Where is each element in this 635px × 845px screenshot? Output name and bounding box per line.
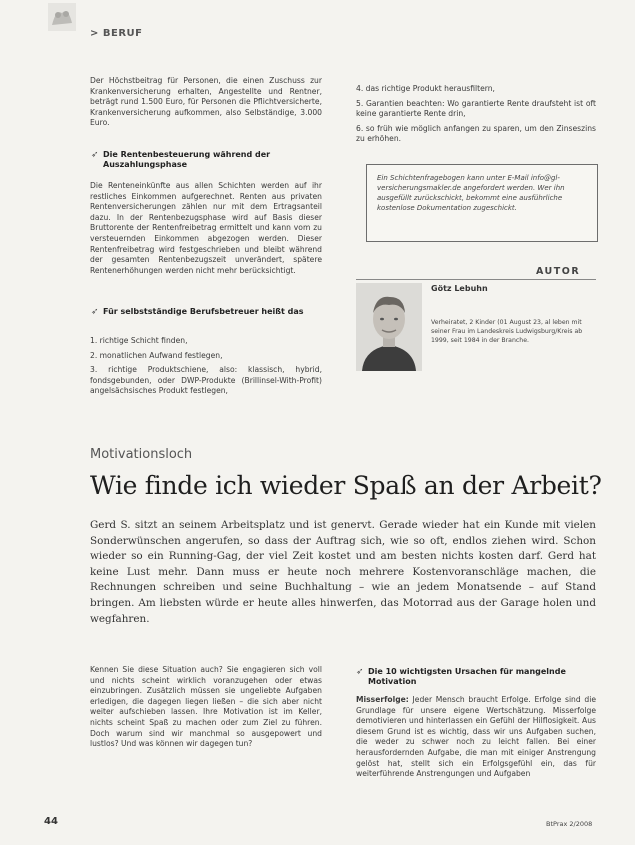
list-item: 6. so früh wie möglich anfangen zu sparen, um den Zinseszins zu erhöhen. bbox=[356, 123, 596, 144]
article-headline: Wie finde ich wieder Spaß an der Arbeit? bbox=[90, 471, 602, 500]
subhead-ursachen: ➶ Die 10 wichtigsten Ursachen für mangelnde Motivation bbox=[356, 667, 566, 686]
arrow-marker-icon: ➶ bbox=[91, 150, 99, 160]
author-bio: Verheiratet, 2 Kinder (01 August 23, al leben mit seiner Frau im Landeskreis Ludwigsburg/Kreis ab 1999, seit 1984 in der Branche. bbox=[431, 319, 583, 344]
issue-label: BtPrax 2/2008 bbox=[546, 820, 593, 828]
list-item: 3. richtige Produktschiene, also: klassisch, hybrid, fondsgebunden, oder DWP-Produkte (Brillinsel-With-Profit) angelsächsisches Produkt festlegen, bbox=[90, 365, 322, 396]
section-header: > BERUF bbox=[90, 28, 143, 39]
right-column-list bbox=[356, 84, 596, 149]
list-item: 2. monatlichen Aufwand festlegen, bbox=[90, 350, 223, 360]
author-photo bbox=[356, 283, 422, 371]
page-number: 44 bbox=[44, 816, 58, 827]
article-body-left: Kennen Sie diese Situation auch? Sie engagieren sich voll und nichts scheint wirklich voranzugehen oder etwas einzubringen. Zusätzlich müssen sie ungeliebte Aufgaben erledigen, die dagegen liegen ließen – die sich aber nicht weiter aufschieben lassen. Ihre Motivation ist im Keller, nichts scheint Spaß zu machen oder zum Ziel zu führen. Doch warum sind wir manchmal so ausgepowert und lustlos? Und was können wir dagegen tun? bbox=[90, 665, 322, 749]
misserfolge-label: Misserfolge: bbox=[356, 695, 409, 704]
berufsbetreuer-list bbox=[90, 336, 322, 401]
arrow-marker-icon: ➶ bbox=[356, 667, 364, 677]
info-box bbox=[366, 164, 598, 242]
rentenbesteuerung-text: Die Renteneinkünfte aus allen Schichten werden auf ihr restliches Einkommen aufgerechnet. Renten aus privaten Rentenversicherungen zählen nur mit dem Ertragsanteil dazu. In der Rentenbezugsphase wird auf Basis dieser Bruttorente der Rentenfreibetrag ermittelt und kann vom zu versteuernden Einkommen abgezogen werden. Dieser Rentenfreibetrag wird festgeschrieben und bleibt während der gesamten Rentenbezugszeit unverändert, spätere Rentenerhöhungen werden nicht mehr berücksichtigt. bbox=[90, 181, 322, 275]
list-item: 4. das richtige Produkt herausfiltern, bbox=[356, 84, 495, 93]
divider bbox=[356, 279, 596, 280]
author-name: Götz Lebuhn bbox=[431, 284, 488, 293]
arrow-marker-icon: ➶ bbox=[91, 307, 99, 317]
left-column bbox=[90, 76, 322, 133]
info-box-text: Ein Schichtenfragebogen kann unter E-Mail info@gl-versicherungsmakler.de angefordert werden. Wer ihn ausgefüllt zurückschickt, bekommt eine ausführliche kostenlose Dokumentation zugeschickt. bbox=[377, 174, 565, 212]
article-kicker: Motivationsloch bbox=[90, 447, 193, 462]
intro-paragraph: Der Höchstbeitrag für Personen, die einen Zuschuss zur Krankenversicherung erhalten, Angestellte und Rentner, beträgt rund 1.500 Euro, für Personen die Pflichtversicherte, Krankenversicherung aufkommen, also Selbständige, 3.000 Euro. bbox=[90, 76, 322, 128]
subhead-rentenbesteuerung: ➶ Die Rentenbesteuerung während der Auszahlungsphase bbox=[91, 150, 271, 169]
article-body-right: Misserfolge: Jeder Mensch braucht Erfolge. Erfolge sind die Grundlage für unsere eigene Wertschätzung. Misserfolge demotivieren und hinterlassen ein Gefühl der Hilflosigkeit. Aus diesem Grund ist es wichtig, dass wir uns Aufgaben suchen, die weder zu schwer noch zu leicht fallen. Bei einer herausfordernden Aufgabe, die man mit einiger Anstrengung gelöst hat, stellt sich ein Erfolgsgefühl ein, das für weiterführende Anstrengungen und Aufgaben bbox=[356, 695, 596, 779]
list-item: 5. Garantien beachten: Wo garantierte Rente draufsteht ist oft keine garantierte Rente drin, bbox=[356, 98, 596, 119]
subhead-berufsbetreuer: ➶ Für selbstständige Berufsbetreuer heißt das bbox=[91, 307, 304, 317]
author-label: AUTOR bbox=[536, 266, 581, 277]
article-lead: Gerd S. sitzt an seinem Arbeitsplatz und ist genervt. Gerade wieder hat ein Kunde mit vielen Sonderwünschen angerufen, so dass der Auftrag sich, wie so oft, endlos ziehen wird. Schon wieder so ein Running-Gag, der viel Zeit kostet und am besten nichts kosten darf. Gerd hat keine Lust mehr. Dann muss er heute noch mehrere Kostenvoranschläge machen, die Rechnungen schreiben und seine Buchhaltung – wie an jedem Monatsende – auf Stand bringen. Am liebsten würde er heute alles hinwerfen, das Motorrad aus der Garage holen und wegfahren. bbox=[90, 519, 596, 625]
logo-icon bbox=[48, 3, 76, 31]
list-item: 1. richtige Schicht finden, bbox=[90, 336, 188, 345]
